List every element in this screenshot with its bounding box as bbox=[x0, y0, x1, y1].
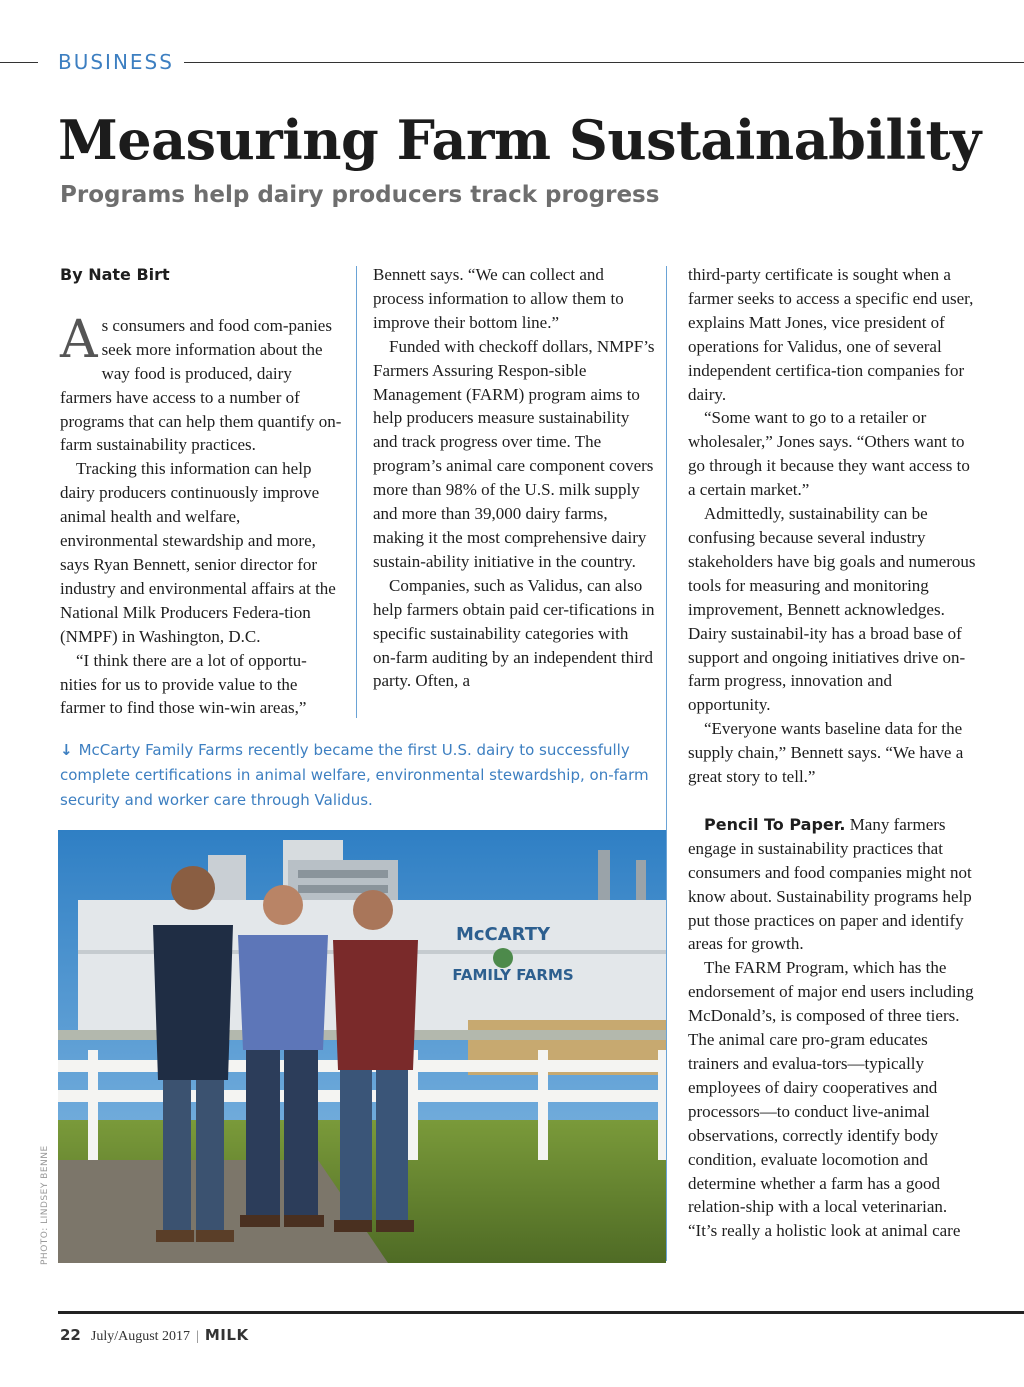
headline: Measuring Farm Sustainability bbox=[58, 108, 981, 172]
subhead: Programs help dairy producers track progress bbox=[60, 182, 660, 208]
photo-credit: PHOTO: LINDSEY BENNE bbox=[40, 1145, 50, 1265]
sign-line-2: FAMILY FARMS bbox=[452, 966, 574, 984]
arrow-down-icon: ↓ bbox=[60, 741, 73, 759]
section-rule-right bbox=[184, 62, 1024, 63]
section-label: BUSINESS bbox=[58, 50, 174, 74]
paragraph: Admittedly, sustainability can be confusing because several industry stakeholders have big goals and numerous tools for measuring and monitoring improvement, Bennett acknowledges. Dairy sustainabil-ity has a broad base of support and ongoing initiatives drive on-farm progress, innovation and opportunity. bbox=[688, 504, 976, 715]
paragraph: The FARM Program, which has the endorsement of major end users including McDonald’s, is composed of three tiers. The animal care pro-gram educates trainers and evalua-tors—typically employees of dairy cooperatives and processors—to conduct live-animal observations, correctly identify body condition, evaluate locomotion and determine whether a farm has a good relation-ship with a local veterinarian. “It’s really a holistic look at animal care bbox=[688, 958, 974, 1241]
drop-cap: A bbox=[60, 309, 98, 370]
paragraph: “Some want to go to a retailer or wholesaler,” Jones says. “Others want to go through it because they want access to a certain market.” bbox=[688, 408, 970, 500]
magazine-logo: MILK bbox=[204, 1326, 249, 1344]
paragraph bbox=[60, 309, 342, 457]
sign-line-1: McCARTY bbox=[455, 924, 551, 945]
paragraph: Companies, such as Validus, can also help farmers obtain paid cer-tifications in specific sustainability categories with on-farm auditing by an independent third party. Often, a bbox=[373, 575, 655, 691]
subhead-lead-in: Pencil To Paper. bbox=[704, 814, 846, 834]
footer-separator: | bbox=[196, 1329, 199, 1344]
caption-text: McCarty Family Farms recently became the first U.S. dairy to successfully complete certifications in animal welfare, environmental stewardship, on-farm security and worker care through Validus. bbox=[60, 741, 649, 809]
footer-rule bbox=[58, 1311, 1024, 1314]
article-column-2 bbox=[373, 263, 655, 693]
page-footer bbox=[60, 1326, 249, 1345]
article-column-3 bbox=[688, 263, 976, 1243]
paragraph: Tracking this information can help dairy producers continuously improve animal health and welfare, environmental stewardship and more, says Ryan Bennett, senior director for industry and environmental affairs at the National Milk Producers Federa-tion (NMPF) in Washington, D.C. bbox=[60, 459, 336, 646]
section-rule-left bbox=[0, 62, 38, 63]
paragraph: “Everyone wants baseline data for the supply chain,” Bennett says. “We have a great story to tell.” bbox=[688, 719, 964, 787]
paragraph-text: s consumers and food com-panies seek more information about the way food is produced, dairy farmers have access to a number of programs that can help them quantify on-farm sustainability practices. bbox=[60, 315, 342, 455]
paragraph bbox=[688, 813, 976, 956]
farm-photo bbox=[58, 830, 666, 1263]
issue-date: July/August 2017 bbox=[90, 1329, 191, 1344]
photo-caption bbox=[60, 738, 660, 813]
paragraph-text: Many farmers engage in sustainability practices that consumers and food companies might not know about. Sustainability programs help put those practices on paper and identify areas for growth. bbox=[688, 814, 972, 954]
article-column-1 bbox=[60, 263, 342, 720]
paragraph: Bennett says. “We can collect and process information to allow them to improve their bottom line.” bbox=[373, 265, 624, 332]
column-divider bbox=[356, 266, 357, 718]
paragraph: third-party certificate is sought when a farmer seeks to access a specific end user, explains Matt Jones, vice president of operations for Validus, one of several independent certifica-tion companies for dairy. bbox=[688, 265, 974, 404]
byline: By Nate Birt bbox=[60, 265, 170, 284]
page-number: 22 bbox=[60, 1326, 81, 1344]
column-divider bbox=[666, 266, 667, 1261]
paragraph: Funded with checkoff dollars, NMPF’s Farmers Assuring Respon-sible Management (FARM) program aims to help producers measure sustainability and track progress over time. The program’s animal care component covers more than 98% of the U.S. milk supply and more than 39,000 dairy farms, making it the most comprehensive dairy sustain-ability initiative in the country. bbox=[373, 336, 655, 571]
paragraph: “I think there are a lot of opportu-nities for us to provide value to the farmer to find those win-win areas,” bbox=[60, 650, 307, 718]
